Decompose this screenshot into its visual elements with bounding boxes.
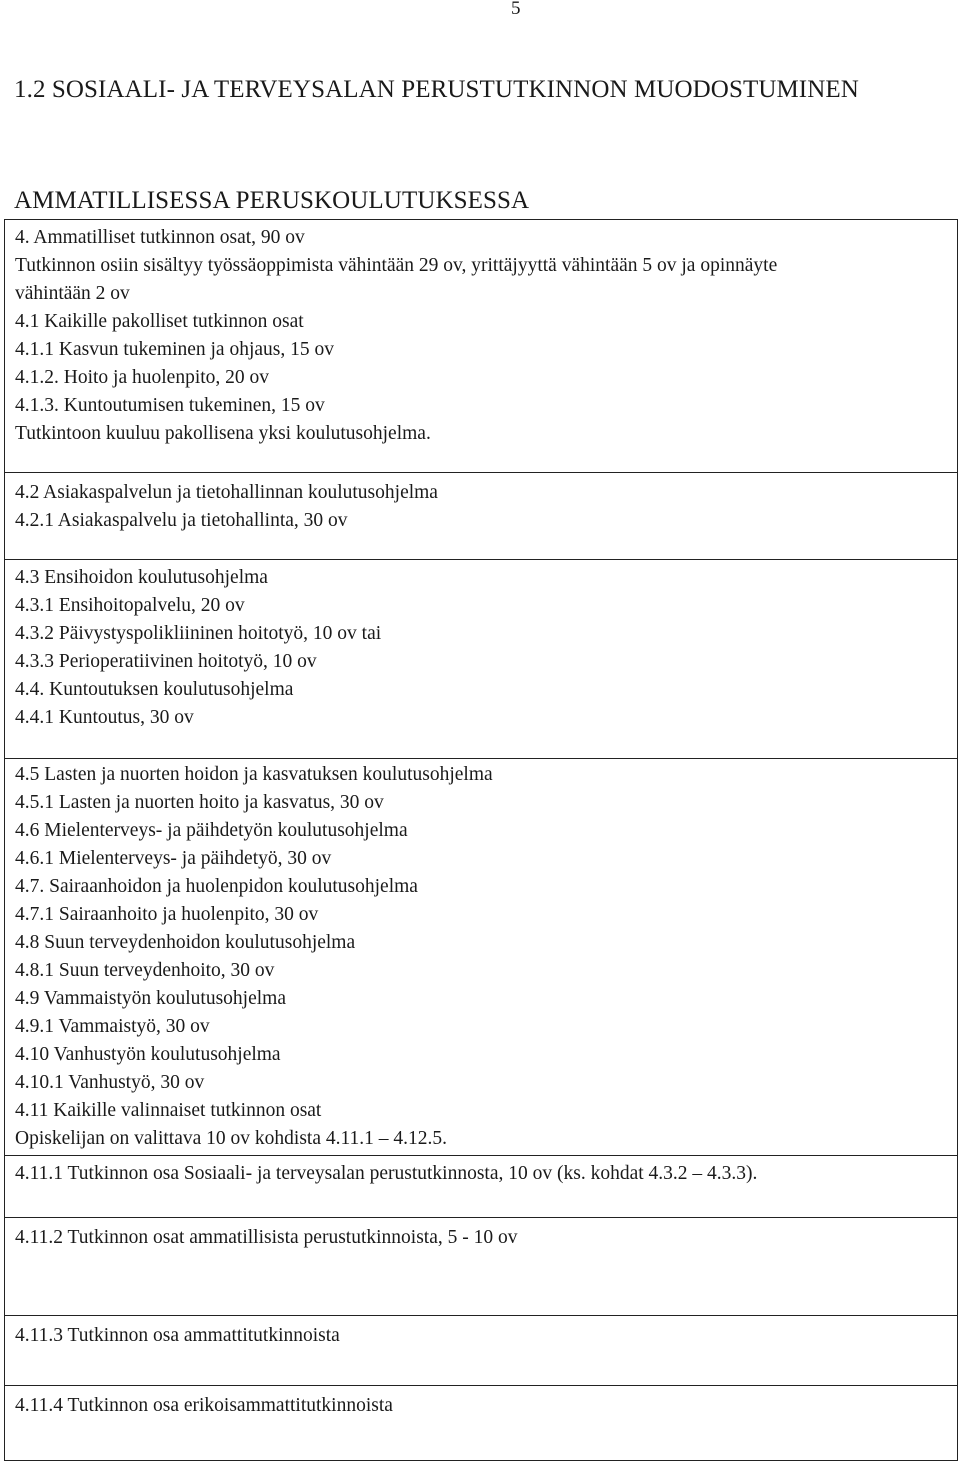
- table-cell-4-11-4: [5, 1385, 957, 1461]
- curriculum-table: [4, 219, 958, 1461]
- table-line: 4.7. Sairaanhoidon ja huolenpidon koulutusohjelma: [15, 876, 418, 897]
- table-cell-core-studies: [5, 219, 957, 472]
- table-line: 4.8.1 Suun terveydenhoito, 30 ov: [15, 960, 275, 981]
- table-line: 4.10 Vanhustyön koulutusohjelma: [15, 1044, 281, 1065]
- table-line: 4. Ammatilliset tutkinnon osat, 90 ov: [15, 227, 305, 248]
- table-cell-programme-4-2: [5, 472, 957, 559]
- table-line: 4.6 Mielenterveys- ja päihdetyön koulutusohjelma: [15, 820, 408, 841]
- document-heading-line-2: AMMATILLISESSA PERUSKOULUTUKSESSA: [14, 187, 530, 214]
- table-line: Tutkinnon osiin sisältyy työssäoppimista vähintään 29 ov, yrittäjyyttä vähintään 5 ov ja opinnäyte: [15, 255, 778, 276]
- table-line: 4.4. Kuntoutuksen koulutusohjelma: [15, 679, 294, 700]
- table-cell-programmes-4-5-4-11: [5, 758, 957, 1155]
- table-line: 4.2 Asiakaspalvelun ja tietohallinnan koulutusohjelma: [15, 482, 438, 503]
- table-line: 4.4.1 Kuntoutus, 30 ov: [15, 707, 194, 728]
- table-cell-4-11-1: [5, 1155, 957, 1217]
- table-line: 4.3.2 Päivystyspolikliininen hoitotyö, 10 ov tai: [15, 623, 382, 644]
- table-line: 4.11 Kaikille valinnaiset tutkinnon osat: [15, 1100, 322, 1121]
- table-line: 4.2.1 Asiakaspalvelu ja tietohallinta, 30 ov: [15, 510, 348, 531]
- table-cell-programmes-4-3-4-4: [5, 559, 957, 758]
- table-line: 4.9 Vammaistyön koulutusohjelma: [15, 988, 287, 1009]
- table-line: 4.10.1 Vanhustyö, 30 ov: [15, 1072, 205, 1093]
- table-line: Opiskelijan on valittava 10 ov kohdista 4.11.1 – 4.12.5.: [15, 1128, 448, 1149]
- table-line: 4.3.1 Ensihoitopalvelu, 20 ov: [15, 595, 245, 616]
- table-line: 4.1.1 Kasvun tukeminen ja ohjaus, 15 ov: [15, 339, 334, 360]
- table-line: 4.1.2. Hoito ja huolenpito, 20 ov: [15, 367, 270, 388]
- table-line: vähintään 2 ov: [15, 283, 130, 304]
- table-line: 4.11.4 Tutkinnon osa erikoisammattitutkinnoista: [15, 1395, 393, 1416]
- table-line: 4.6.1 Mielenterveys- ja päihdetyö, 30 ov: [15, 848, 332, 869]
- table-line: 4.11.3 Tutkinnon osa ammattitutkinnoista: [15, 1325, 340, 1346]
- page-number: 5: [511, 0, 521, 19]
- table-line: 4.8 Suun terveydenhoidon koulutusohjelma: [15, 932, 356, 953]
- table-line: 4.5.1 Lasten ja nuorten hoito ja kasvatus, 30 ov: [15, 792, 384, 813]
- table-line: 4.3.3 Perioperatiivinen hoitotyö, 10 ov: [15, 651, 317, 672]
- table-line: 4.7.1 Sairaanhoito ja huolenpito, 30 ov: [15, 904, 319, 925]
- table-line: 4.11.1 Tutkinnon osa Sosiaali- ja terveysalan perustutkinnosta, 10 ov (ks. kohdat 4.3.2 – 4.3.3).: [15, 1163, 758, 1184]
- table-line: 4.5 Lasten ja nuorten hoidon ja kasvatuksen koulutusohjelma: [15, 764, 493, 785]
- table-line: Tutkintoon kuuluu pakollisena yksi koulutusohjelma.: [15, 423, 431, 444]
- table-cell-4-11-3: [5, 1315, 957, 1385]
- table-line: 4.3 Ensihoidon koulutusohjelma: [15, 567, 268, 588]
- table-line: 4.1.3. Kuntoutumisen tukeminen, 15 ov: [15, 395, 325, 416]
- table-cell-4-11-2: [5, 1217, 957, 1315]
- table-line: 4.1 Kaikille pakolliset tutkinnon osat: [15, 311, 304, 332]
- table-line: 4.11.2 Tutkinnon osat ammatillisista perustutkinnoista, 5 - 10 ov: [15, 1227, 518, 1248]
- document-heading-line-1: 1.2 SOSIAALI- JA TERVEYSALAN PERUSTUTKINNON MUODOSTUMINEN: [14, 76, 859, 103]
- table-line: 4.9.1 Vammaistyö, 30 ov: [15, 1016, 210, 1037]
